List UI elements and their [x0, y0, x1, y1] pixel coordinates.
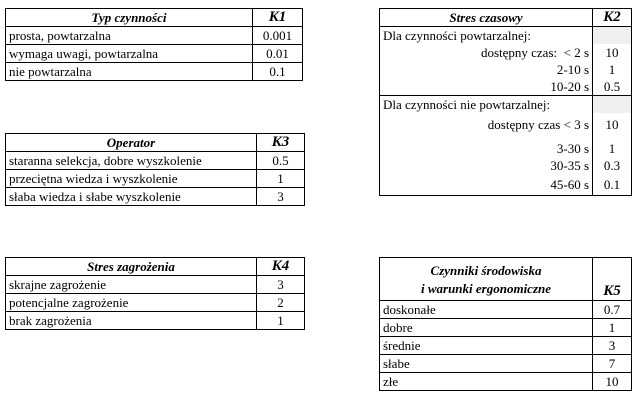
row-value: 1 [257, 170, 305, 188]
table-row [6, 152, 305, 170]
row-label: dostępny czas < 3 s [380, 113, 593, 135]
table-title [380, 258, 593, 301]
table-row [380, 44, 632, 61]
row-value: 1 [593, 319, 632, 337]
table-row [380, 337, 632, 355]
table-header-row [6, 134, 305, 152]
row-value: 3 [257, 188, 305, 206]
table-header-row [6, 9, 303, 27]
row-value: 0.7 [593, 301, 632, 319]
group-value-empty [593, 96, 632, 114]
table-row [380, 355, 632, 373]
table-row [380, 135, 632, 157]
row-value: 7 [593, 355, 632, 373]
row-value: 0.1 [253, 63, 303, 81]
row-value: 0.5 [593, 78, 632, 96]
table-operator [5, 133, 305, 206]
table-czynniki-srodowiska [379, 257, 632, 391]
row-label: przeciętna wiedza i wyszkolenie [6, 170, 257, 188]
table-header-row [380, 258, 632, 301]
table-row [380, 113, 632, 135]
table-row [380, 373, 632, 391]
row-value: 3 [593, 337, 632, 355]
row-label: średnie [380, 337, 593, 355]
table-row [380, 319, 632, 337]
table-row [380, 61, 632, 78]
group-value-empty [593, 27, 632, 45]
row-value: 0.1 [593, 174, 632, 196]
row-label: 45-60 s [380, 174, 593, 196]
row-label: złe [380, 373, 593, 391]
row-value: 0.01 [253, 45, 303, 63]
table-header-row [6, 258, 305, 276]
table-row [6, 312, 305, 330]
table-row [6, 63, 303, 81]
table-row [380, 174, 632, 196]
group-header-row [380, 27, 632, 45]
table-title: Operator [6, 134, 257, 152]
table-stres-zagrozenia [5, 257, 305, 330]
row-label: 30-35 s [380, 157, 593, 174]
row-value: 1 [257, 312, 305, 330]
table-row [380, 157, 632, 174]
row-label: skrajne zagrożenie [6, 276, 257, 294]
group-label: Dla czynności nie powtarzalnej: [380, 96, 593, 114]
row-value: 1 [593, 61, 632, 78]
row-value: 2 [257, 294, 305, 312]
table-row [6, 27, 303, 45]
table-header-row [380, 9, 632, 27]
table-row [6, 294, 305, 312]
coefficient-code: K1 [253, 9, 303, 27]
table-row [6, 276, 305, 294]
row-value: 10 [593, 373, 632, 391]
row-value: 10 [593, 44, 632, 61]
table-row [6, 170, 305, 188]
row-label: 2-10 s [380, 61, 593, 78]
row-label: dostępny czas: < 2 s [380, 44, 593, 61]
row-value: 10 [593, 113, 632, 135]
row-label: słaba wiedza i słabe wyszkolenie [6, 188, 257, 206]
row-label: doskonałe [380, 301, 593, 319]
table-stres-czasowy [379, 8, 632, 196]
row-label: nie powtarzalna [6, 63, 253, 81]
table-title-line1: Czynniki środowiska [430, 263, 542, 278]
row-label: 3-30 s [380, 135, 593, 157]
coefficient-code: K5 [593, 258, 632, 301]
table-title: Stres czasowy [380, 9, 593, 27]
table-row [380, 301, 632, 319]
row-label: prosta, powtarzalna [6, 27, 253, 45]
group-header-row [380, 96, 632, 114]
row-value: 0.001 [253, 27, 303, 45]
row-label: brak zagrożenia [6, 312, 257, 330]
row-value: 0.3 [593, 157, 632, 174]
table-row [6, 45, 303, 63]
table-title: Typ czynności [6, 9, 253, 27]
row-label: staranna selekcja, dobre wyszkolenie [6, 152, 257, 170]
coefficient-code: K4 [257, 258, 305, 276]
table-typ-czynnosci [5, 8, 303, 81]
row-label: słabe [380, 355, 593, 373]
row-label: 10-20 s [380, 78, 593, 96]
table-title-line2: i warunki ergonomiczne [420, 281, 552, 296]
table-row [6, 188, 305, 206]
table-row [380, 78, 632, 96]
row-value: 0.5 [257, 152, 305, 170]
row-label: wymaga uwagi, powtarzalna [6, 45, 253, 63]
row-value: 1 [593, 135, 632, 157]
table-title: Stres zagrożenia [6, 258, 257, 276]
row-value: 3 [257, 276, 305, 294]
row-label: potencjalne zagrożenie [6, 294, 257, 312]
coefficient-code: K2 [593, 9, 632, 27]
coefficient-code: K3 [257, 134, 305, 152]
row-label: dobre [380, 319, 593, 337]
group-label: Dla czynności powtarzalnej: [380, 27, 593, 45]
